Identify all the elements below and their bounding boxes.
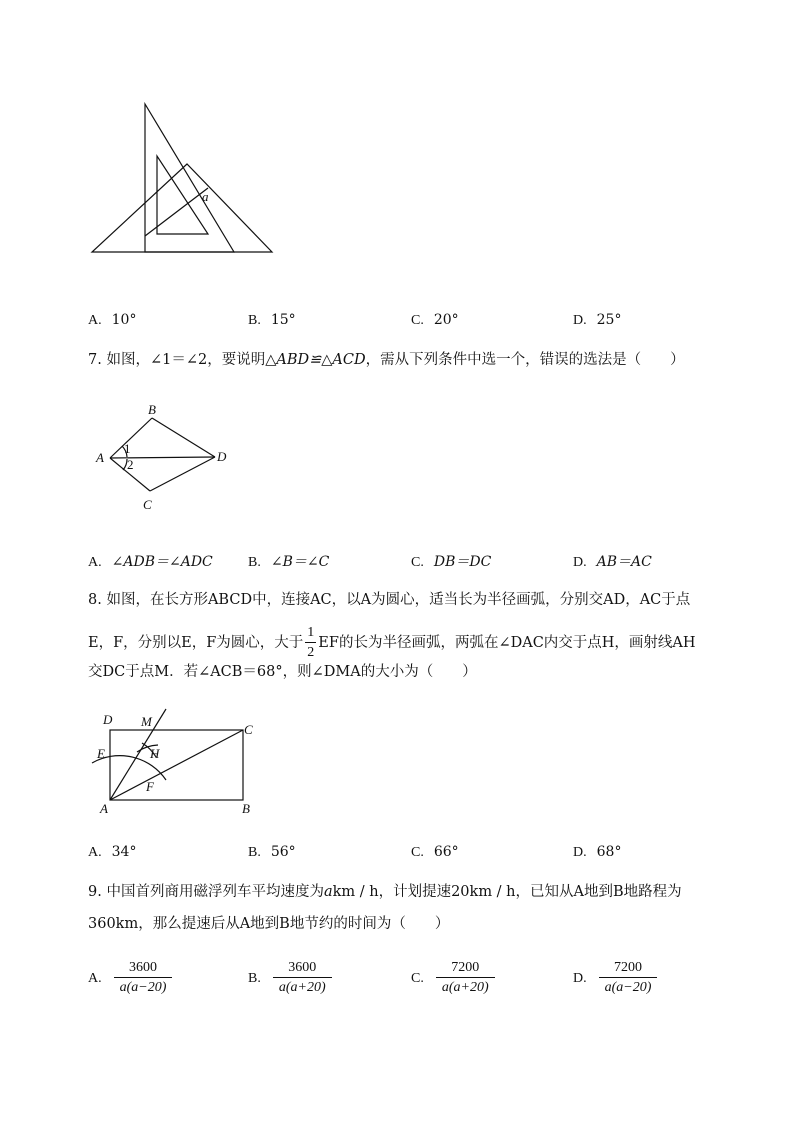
q8-fraction: $\frac{1}{2}$ [307, 625, 315, 661]
q8-stem-line3: 交DC于点M．若∠ACB＝68°，则∠DMA的大小为（ ） [88, 664, 477, 680]
q8-option-b[interactable]: B. 56° [248, 844, 296, 860]
svg-text:1: 1 [124, 441, 131, 456]
large-set-square [145, 104, 234, 252]
svg-text:A: A [100, 801, 108, 816]
q8-stem-line2: E，F，分别以E，F为圆心，大于 $\frac{1}{2}$ EF的长为半径画弧，两弧在∠DAC内交于点H，画射线AH [88, 625, 696, 661]
q6-option-b[interactable]: B. 15° [248, 312, 296, 328]
q9-option-a[interactable]: A. $\frac{3600}{a(a-20)}$ [88, 960, 174, 996]
q8-figure [90, 705, 265, 817]
q8-option-c[interactable]: C. 66° [411, 844, 459, 860]
q9-option-b[interactable]: B. $\frac{3600}{a(a+20)}$ [248, 960, 334, 996]
q6-option-a[interactable]: A. 10° [88, 312, 137, 328]
q8-stem-line1: 8. 如图，在长方形ABCD中，连接AC，以A为圆心，适当长为半径画弧，分别交AD，AC于点 [88, 592, 691, 608]
svg-text:C: C [143, 497, 152, 512]
svg-text:C: C [244, 722, 253, 737]
q8-option-d[interactable]: D. 68° [573, 844, 622, 860]
svg-text:D: D [103, 712, 113, 727]
svg-text:F: F [146, 779, 154, 794]
q8-option-a[interactable]: A. 34° [88, 844, 137, 860]
q7-option-d[interactable]: D. AB＝AC [573, 554, 652, 570]
svg-text:M: M [141, 714, 152, 729]
svg-text:D: D [217, 449, 227, 464]
svg-text:A: A [96, 450, 104, 465]
q6-figure [88, 98, 278, 258]
q6-option-d[interactable]: D. 25° [573, 312, 622, 328]
svg-text:H: H [150, 746, 160, 761]
svg-text:2: 2 [127, 457, 134, 472]
q7-figure [92, 400, 242, 518]
q6-angle-label: a [202, 189, 209, 204]
q7-option-a[interactable]: A. ∠ADB＝∠ADC [88, 554, 213, 570]
q9-stem-line1: 9. 中国首列商用磁浮列车平均速度为akm / h，计划提速20km / h，已知从A地到B地路程为 [88, 884, 682, 900]
svg-text:B: B [148, 402, 156, 417]
q9-option-c[interactable]: C. $\frac{7200}{a(a+20)}$ [411, 960, 497, 996]
q6-option-c[interactable]: C. 20° [411, 312, 459, 328]
q7-option-c[interactable]: C. DB＝DC [411, 554, 492, 570]
q9-stem-line2: 360km，那么提速后从A地到B地节约的时间为（ ） [88, 916, 450, 932]
q7-stem: 7. 如图，∠1＝∠2，要说明△ABD≌△ACD，需从下列条件中选一个，错误的选法是（ ） [88, 352, 685, 368]
q7-option-b[interactable]: B. ∠B＝∠C [248, 554, 330, 570]
svg-text:B: B [242, 801, 250, 816]
svg-text:E: E [97, 746, 105, 761]
q9-option-d[interactable]: D. $\frac{7200}{a(a-20)}$ [573, 960, 659, 996]
